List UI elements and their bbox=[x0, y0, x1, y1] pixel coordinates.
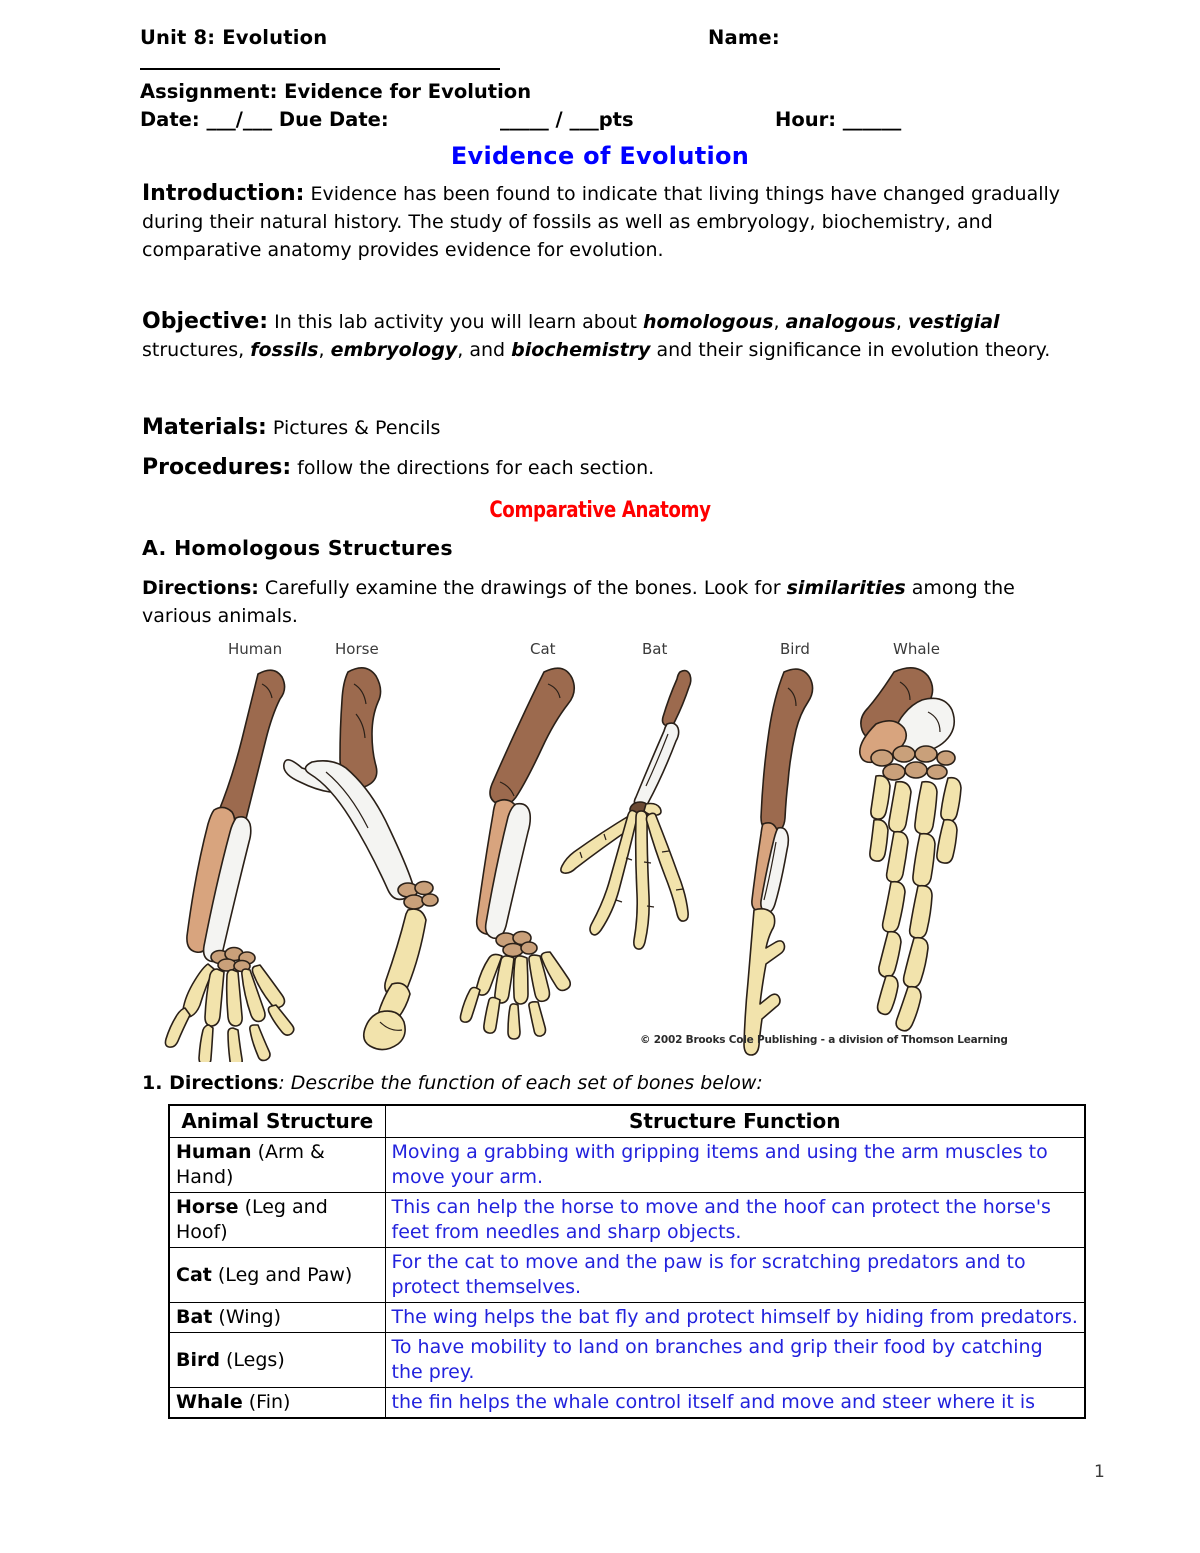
animal-name-human: Human bbox=[176, 1141, 252, 1163]
human-limb-bones bbox=[165, 670, 293, 1062]
function-cell-horse[interactable]: This can help the horse to move and the hoof can protect the horse's feet from needles and sharp objects. bbox=[385, 1193, 1085, 1248]
unit-title: Unit 8: Evolution bbox=[140, 26, 328, 49]
bat-limb-bones bbox=[561, 671, 691, 950]
directions-text-2: among the various animals. bbox=[142, 577, 1015, 627]
introduction-paragraph bbox=[142, 180, 1086, 264]
objective-paragraph bbox=[142, 308, 1086, 364]
figure-copyright: © 2002 Brooks Cole Publishing - a division of Thomson Learning bbox=[640, 1034, 1008, 1046]
header-row-unit bbox=[140, 26, 1080, 49]
term-vestigial: vestigial bbox=[907, 311, 1000, 333]
animal-cell-whale bbox=[169, 1388, 385, 1419]
objective-label: Objective: bbox=[142, 309, 269, 334]
directions-paragraph bbox=[142, 574, 1086, 630]
cat-limb-bones bbox=[460, 668, 574, 1039]
directions-label: Directions: bbox=[142, 577, 259, 599]
term-homologous: homologous bbox=[643, 311, 774, 333]
table-row bbox=[169, 1138, 1085, 1193]
function-cell-cat[interactable]: For the cat to move and the paw is for scratching predators and to protect themselves. bbox=[385, 1248, 1085, 1303]
page-title: Evidence of Evolution bbox=[450, 142, 750, 170]
figure-label-whale: Whale bbox=[893, 640, 940, 658]
table-row bbox=[169, 1193, 1085, 1248]
term-biochemistry: biochemistry bbox=[511, 339, 651, 361]
animal-name-cat: Cat bbox=[176, 1263, 212, 1286]
objective-text-4: structures, bbox=[142, 339, 251, 361]
term-embryology: embryology bbox=[330, 339, 458, 361]
objective-text-5: , bbox=[318, 339, 331, 361]
animal-paren-bird: (Legs) bbox=[219, 1348, 285, 1371]
name-underline bbox=[140, 68, 500, 70]
animal-cell-human bbox=[169, 1138, 385, 1193]
whale-limb-bones bbox=[860, 668, 961, 1031]
materials-label: Materials: bbox=[142, 415, 267, 440]
materials-text: Pictures & Pencils bbox=[266, 417, 441, 439]
animal-name-bird: Bird bbox=[176, 1348, 220, 1371]
materials-paragraph bbox=[142, 414, 1086, 442]
horse-limb-bones bbox=[284, 668, 438, 1050]
hour-line: Hour: ______ bbox=[775, 108, 902, 131]
animal-paren-whale: (Fin) bbox=[242, 1391, 291, 1413]
objective-text-1: In this lab activity you will learn about bbox=[268, 311, 644, 333]
figure-label-horse: Horse bbox=[335, 640, 379, 658]
figure-label-cat: Cat bbox=[530, 640, 556, 658]
animal-name-whale: Whale bbox=[176, 1391, 243, 1413]
figure-label-human: Human bbox=[228, 640, 283, 658]
numbered-directions bbox=[142, 1072, 763, 1094]
procedures-text: follow the directions for each section. bbox=[291, 457, 655, 479]
bird-limb-bones bbox=[744, 669, 813, 1055]
function-cell-whale[interactable]: the fin helps the whale control itself and move and steer where it is bbox=[385, 1388, 1085, 1419]
column-header-animal-structure: Animal Structure bbox=[169, 1105, 385, 1138]
objective-text-6: , and bbox=[457, 339, 512, 361]
introduction-text: Evidence has been found to indicate that living things have changed gradually during their natural history. The study of fossils as well as embryology, biochemistry, and comparative anatomy provides evidence for evolution. bbox=[142, 183, 1061, 261]
animal-name-bat: Bat bbox=[176, 1306, 213, 1328]
comparative-anatomy-heading: Comparative Anatomy bbox=[489, 498, 711, 523]
term-similarities: similarities bbox=[786, 577, 906, 599]
table-row bbox=[169, 1248, 1085, 1303]
objective-text-3: , bbox=[895, 311, 908, 333]
animal-cell-horse bbox=[169, 1193, 385, 1248]
directions-number: 1. bbox=[142, 1072, 163, 1094]
table-row bbox=[169, 1388, 1085, 1419]
column-header-structure-function: Structure Function bbox=[385, 1105, 1085, 1138]
procedures-label: Procedures: bbox=[142, 455, 292, 480]
table-header-row bbox=[169, 1105, 1085, 1138]
animal-paren-human: (Arm & Hand) bbox=[176, 1141, 325, 1188]
animal-paren-horse: (Leg and Hoof) bbox=[176, 1196, 328, 1243]
introduction-label: Introduction: bbox=[142, 181, 305, 206]
procedures-paragraph bbox=[142, 454, 1086, 482]
page-number: 1 bbox=[1094, 1462, 1105, 1482]
objective-text-2: , bbox=[773, 311, 786, 333]
part-a-heading: A. Homologous Structures bbox=[142, 536, 453, 560]
function-cell-bat[interactable]: The wing helps the bat fly and protect himself by hiding from predators. bbox=[385, 1303, 1085, 1333]
limb-bones-illustration bbox=[150, 662, 1010, 1062]
animal-paren-cat: (Leg and Paw) bbox=[211, 1263, 353, 1286]
points-line: _____ / ___pts bbox=[500, 108, 634, 131]
name-label: Name: bbox=[708, 26, 780, 49]
structure-function-table bbox=[168, 1104, 1086, 1419]
figure-label-bird: Bird bbox=[780, 640, 810, 658]
term-analogous: analogous bbox=[785, 311, 896, 333]
function-cell-human[interactable]: Moving a grabbing with gripping items and using the arm muscles to move your arm. bbox=[385, 1138, 1085, 1193]
directions-keyword: Directions bbox=[162, 1072, 279, 1094]
directions-instruction: : Describe the function of each set of bones below: bbox=[278, 1072, 763, 1094]
function-cell-bird[interactable]: To have mobility to land on branches and grip their food by catching the prey. bbox=[385, 1333, 1085, 1388]
animal-cell-cat bbox=[169, 1248, 385, 1303]
homologous-structures-figure bbox=[150, 640, 1010, 1060]
assignment-line: Assignment: Evidence for Evolution bbox=[140, 80, 532, 103]
table-row bbox=[169, 1303, 1085, 1333]
figure-label-bat: Bat bbox=[642, 640, 668, 658]
term-fossils: fossils bbox=[250, 339, 319, 361]
animal-paren-bat: (Wing) bbox=[212, 1306, 282, 1328]
animal-cell-bat bbox=[169, 1303, 385, 1333]
table-row bbox=[169, 1333, 1085, 1388]
animal-cell-bird bbox=[169, 1333, 385, 1388]
animal-name-horse: Horse bbox=[176, 1196, 239, 1218]
date-line: Date: ___/___ Due Date: bbox=[140, 108, 389, 131]
objective-text-7: and their significance in evolution theory. bbox=[650, 339, 1051, 361]
directions-text-1: Carefully examine the drawings of the bones. Look for bbox=[258, 577, 787, 599]
